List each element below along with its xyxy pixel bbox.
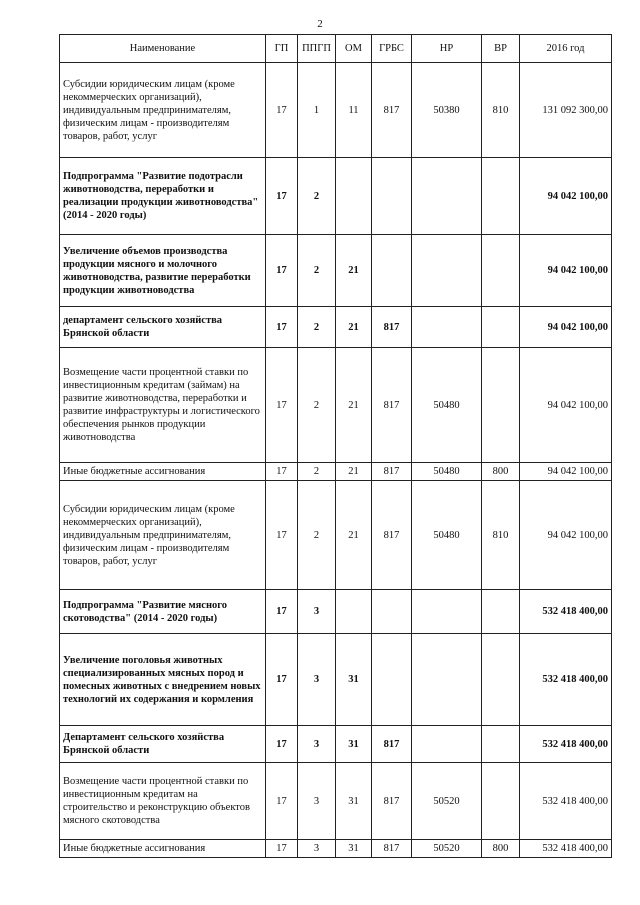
table-row xyxy=(60,840,612,858)
cell-gp: 17 xyxy=(266,590,298,634)
cell-grbs: 817 xyxy=(372,481,412,590)
cell-vr xyxy=(482,634,520,726)
cell-ppgp: 2 xyxy=(298,481,336,590)
cell-name: Увеличение объемов производства продукции мясного и молочного животноводства, развитие переработки продукции животноводства xyxy=(60,235,266,307)
cell-grbs: 817 xyxy=(372,348,412,463)
cell-name: Субсидии юридическим лицам (кроме некоммерческих организаций), индивидуальным предпринимателям, физическим лицам - производителям товаров, работ, услуг xyxy=(60,63,266,158)
cell-grbs: 817 xyxy=(372,726,412,763)
cell-gp: 17 xyxy=(266,840,298,858)
table-row xyxy=(60,348,612,463)
page-number: 2 xyxy=(317,18,323,30)
cell-grbs: 817 xyxy=(372,763,412,840)
cell-om: 31 xyxy=(336,763,372,840)
cell-nr: 50520 xyxy=(412,840,482,858)
cell-ppgp: 2 xyxy=(298,307,336,348)
cell-om: 31 xyxy=(336,634,372,726)
cell-gp: 17 xyxy=(266,481,298,590)
cell-amount: 532 418 400,00 xyxy=(520,590,612,634)
cell-vr: 800 xyxy=(482,463,520,481)
column-header: ППГП xyxy=(298,35,336,63)
header-row xyxy=(60,35,612,63)
cell-om: 21 xyxy=(336,463,372,481)
cell-amount: 532 418 400,00 xyxy=(520,726,612,763)
cell-amount: 532 418 400,00 xyxy=(520,634,612,726)
table-header xyxy=(60,35,612,63)
cell-vr xyxy=(482,235,520,307)
cell-gp: 17 xyxy=(266,463,298,481)
cell-grbs: 817 xyxy=(372,840,412,858)
cell-amount: 94 042 100,00 xyxy=(520,348,612,463)
cell-om: 21 xyxy=(336,307,372,348)
cell-vr xyxy=(482,763,520,840)
cell-name: департамент сельского хозяйства Брянской области xyxy=(60,307,266,348)
table-row xyxy=(60,463,612,481)
cell-amount: 532 418 400,00 xyxy=(520,840,612,858)
cell-vr xyxy=(482,726,520,763)
cell-vr: 800 xyxy=(482,840,520,858)
cell-nr: 50380 xyxy=(412,63,482,158)
cell-amount: 532 418 400,00 xyxy=(520,763,612,840)
cell-om: 31 xyxy=(336,726,372,763)
cell-nr xyxy=(412,590,482,634)
cell-om xyxy=(336,158,372,235)
cell-om: 21 xyxy=(336,481,372,590)
cell-gp: 17 xyxy=(266,726,298,763)
column-header: 2016 год xyxy=(520,35,612,63)
cell-ppgp: 2 xyxy=(298,463,336,481)
cell-vr xyxy=(482,348,520,463)
table-row xyxy=(60,158,612,235)
cell-nr: 50480 xyxy=(412,481,482,590)
cell-name: Возмещение части процентной ставки по инвестиционным кредитам (займам) на развитие животноводства, переработки и развитие инфраструктуры и логистического обеспечения рынков продукции животноводства xyxy=(60,348,266,463)
column-header: ГРБС xyxy=(372,35,412,63)
cell-vr: 810 xyxy=(482,481,520,590)
cell-nr: 50480 xyxy=(412,348,482,463)
column-header: ВР xyxy=(482,35,520,63)
cell-ppgp: 3 xyxy=(298,726,336,763)
cell-grbs xyxy=(372,158,412,235)
table-row xyxy=(60,307,612,348)
table-row xyxy=(60,590,612,634)
cell-grbs: 817 xyxy=(372,463,412,481)
cell-name: Увеличение поголовья животных специализированных мясных пород и помесных животных с внедрением новых технологий их содержания и кормления xyxy=(60,634,266,726)
cell-nr xyxy=(412,726,482,763)
cell-ppgp: 3 xyxy=(298,763,336,840)
cell-gp: 17 xyxy=(266,158,298,235)
column-header: ОМ xyxy=(336,35,372,63)
cell-grbs xyxy=(372,235,412,307)
cell-vr xyxy=(482,590,520,634)
table-row xyxy=(60,726,612,763)
cell-grbs: 817 xyxy=(372,307,412,348)
column-header: Наименование xyxy=(60,35,266,63)
cell-om: 31 xyxy=(336,840,372,858)
cell-name: Иные бюджетные ассигнования xyxy=(60,840,266,858)
cell-amount: 94 042 100,00 xyxy=(520,463,612,481)
cell-amount: 94 042 100,00 xyxy=(520,481,612,590)
cell-grbs xyxy=(372,590,412,634)
table-row xyxy=(60,481,612,590)
cell-amount: 94 042 100,00 xyxy=(520,158,612,235)
cell-nr xyxy=(412,158,482,235)
table-row xyxy=(60,235,612,307)
cell-vr xyxy=(482,307,520,348)
cell-name: Возмещение части процентной ставки по инвестиционным кредитам на строительство и реконструкцию объектов мясного скотоводства xyxy=(60,763,266,840)
cell-ppgp: 1 xyxy=(298,63,336,158)
table-body xyxy=(60,63,612,858)
cell-gp: 17 xyxy=(266,63,298,158)
cell-ppgp: 3 xyxy=(298,840,336,858)
cell-amount: 94 042 100,00 xyxy=(520,307,612,348)
cell-amount: 131 092 300,00 xyxy=(520,63,612,158)
cell-name: Субсидии юридическим лицам (кроме некоммерческих организаций), индивидуальным предпринимателям, физическим лицам - производителям товаров, работ, услуг xyxy=(60,481,266,590)
cell-grbs xyxy=(372,634,412,726)
cell-vr xyxy=(482,158,520,235)
table-row xyxy=(60,634,612,726)
cell-ppgp: 3 xyxy=(298,634,336,726)
cell-name: Подпрограмма "Развитие подотрасли животноводства, переработки и реализации продукции животноводства" (2014 - 2020 годы) xyxy=(60,158,266,235)
cell-nr xyxy=(412,235,482,307)
column-header: НР xyxy=(412,35,482,63)
cell-grbs: 817 xyxy=(372,63,412,158)
cell-name: Подпрограмма "Развитие мясного скотоводства" (2014 - 2020 годы) xyxy=(60,590,266,634)
cell-ppgp: 2 xyxy=(298,158,336,235)
cell-nr: 50520 xyxy=(412,763,482,840)
cell-vr: 810 xyxy=(482,63,520,158)
cell-gp: 17 xyxy=(266,235,298,307)
cell-nr xyxy=(412,307,482,348)
cell-om: 21 xyxy=(336,348,372,463)
cell-gp: 17 xyxy=(266,763,298,840)
cell-name: Иные бюджетные ассигнования xyxy=(60,463,266,481)
budget-table xyxy=(59,34,612,858)
cell-om xyxy=(336,590,372,634)
cell-ppgp: 2 xyxy=(298,348,336,463)
cell-om: 21 xyxy=(336,235,372,307)
cell-om: 11 xyxy=(336,63,372,158)
cell-nr: 50480 xyxy=(412,463,482,481)
cell-gp: 17 xyxy=(266,634,298,726)
table-row xyxy=(60,63,612,158)
table-row xyxy=(60,763,612,840)
column-header: ГП xyxy=(266,35,298,63)
cell-ppgp: 2 xyxy=(298,235,336,307)
cell-gp: 17 xyxy=(266,307,298,348)
cell-ppgp: 3 xyxy=(298,590,336,634)
cell-nr xyxy=(412,634,482,726)
cell-gp: 17 xyxy=(266,348,298,463)
cell-name: Департамент сельского хозяйства Брянской области xyxy=(60,726,266,763)
cell-amount: 94 042 100,00 xyxy=(520,235,612,307)
